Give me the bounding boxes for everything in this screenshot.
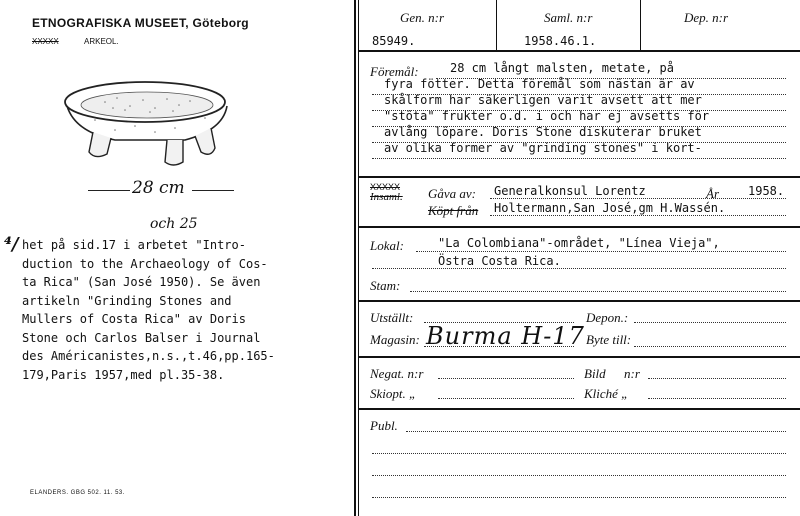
foremal-line: 28 cm långt malsten, metate, på — [450, 61, 674, 75]
foremal-dotline — [372, 126, 786, 127]
kliche-dotline — [648, 398, 786, 399]
acq-dotline — [490, 198, 786, 199]
divider-main-inner — [358, 0, 359, 516]
divider-saml-dep — [640, 0, 641, 50]
department-label: ARKEOL. — [84, 37, 119, 46]
negat-label: Negat. n:r — [370, 366, 424, 381]
skiopt-dotline — [438, 398, 574, 399]
foremal-dotline — [436, 78, 786, 79]
note-line: des Américanistes,n.s.,t.46,pp.165- — [22, 349, 275, 363]
bild-dotline — [648, 378, 786, 379]
insaml-label: Insaml. — [370, 191, 403, 203]
magasin-label: Magasin: — [370, 332, 420, 347]
publ-dotline — [406, 431, 786, 432]
measure-line-right — [192, 190, 234, 191]
magasin-value: Burma H-17 — [426, 322, 585, 350]
foremal-dotline — [372, 94, 786, 95]
museum-name: ETNOGRAFISKA MUSEET, Göteborg — [32, 16, 249, 30]
lokal-line-1: "La Colombiana"-området, "Línea Vieja", — [438, 236, 720, 250]
printer-mark: ELANDERS. GBG 502. 11. 53. — [30, 490, 125, 496]
kopt-label: Köpt från — [428, 203, 479, 218]
byte-dotline — [634, 346, 786, 347]
publ-dotline — [372, 453, 786, 454]
metate-foot-mid — [165, 140, 183, 165]
publ-label: Publ. — [370, 418, 398, 433]
acq-line-2: Holtermann,San José,gm H.Wassén. — [494, 201, 726, 215]
foremal-line: skålform har säkerligen varit avsett att mer — [384, 93, 702, 107]
note-line: duction to the Archaeology of Cos- — [22, 256, 268, 271]
metate-foot-right — [195, 128, 215, 154]
metate-bowl — [81, 92, 213, 118]
saml-label: Saml. n:r — [544, 10, 593, 25]
gen-value: 85949. — [372, 34, 416, 48]
lokal-label: Lokal: — [370, 238, 404, 253]
lokal-dotline — [372, 268, 786, 269]
foremal-rule — [358, 176, 800, 178]
note-line: artikeln "Grinding Stones and — [22, 293, 232, 308]
note-line: het på sid.17 i arbetet "Intro- — [22, 238, 246, 252]
foremal-label: Föremål: — [370, 64, 419, 79]
lokal-rule — [358, 300, 800, 302]
note-line: Stone och Carlos Balser i Journal — [22, 330, 261, 345]
measure-label: 28 cm — [132, 178, 185, 198]
acq-crossed: XXXXX — [370, 182, 401, 192]
photo-rule — [358, 408, 800, 410]
metate-sketch — [55, 70, 245, 170]
gen-label: Gen. n:r — [400, 10, 445, 25]
skiopt-label: Skiopt. „ — [370, 386, 417, 401]
bild-label: Bild — [584, 366, 606, 381]
header-rule — [358, 50, 800, 52]
storage-rule — [358, 356, 800, 358]
arrow-mark: ⁴/ — [4, 234, 19, 255]
lokal-line-2: Östra Costa Rica. — [438, 254, 561, 268]
publ-dotline — [372, 475, 786, 476]
acq-dotline — [490, 215, 786, 216]
dep-label: Dep. n:r — [684, 10, 729, 25]
note-line: 179,Paris 1957,med pl.35-38. — [22, 367, 225, 382]
lokal-dotline — [416, 251, 786, 252]
ar-label: År — [706, 186, 719, 201]
divider-main — [354, 0, 356, 516]
foremal-dotline — [372, 158, 786, 159]
saml-value: 1958.46.1. — [524, 34, 597, 48]
left-note-text — [22, 236, 275, 384]
acq-year: 1958. — [748, 184, 785, 198]
stam-label: Stam: — [370, 278, 401, 293]
gava-label: Gåva av: — [428, 186, 477, 201]
crossed-prefix: XXXXX — [32, 37, 59, 46]
metate-foot-left — [89, 132, 111, 157]
foremal-line: "stöta" frukter o.d. i och har ej avsetts för — [384, 109, 710, 123]
depon-dotline — [634, 322, 786, 323]
insert-note: och 25 — [150, 216, 198, 232]
byte-label: Byte till: — [586, 332, 632, 347]
publ-dotline — [372, 497, 786, 498]
kliche-label: Kliché „ — [584, 386, 629, 401]
note-line: ta Rica" (San José 1950). Se även — [22, 275, 261, 289]
bild-nr-label: n:r — [624, 366, 640, 381]
magasin-dotline — [424, 346, 574, 347]
foremal-line: avlång löpare. Doris Stone diskuterar bruket — [384, 125, 702, 139]
divider-gen-saml — [496, 0, 497, 50]
negat-dotline — [438, 378, 574, 379]
utstallt-label: Utställt: — [370, 310, 414, 325]
acq-line-1: Generalkonsul Lorentz — [494, 184, 646, 198]
foremal-dotline — [372, 110, 786, 111]
foremal-dotline — [372, 142, 786, 143]
acq-rule — [358, 226, 800, 228]
note-line: Mullers of Costa Rica" av Doris — [22, 312, 246, 326]
foremal-line: av olika former av "grinding stones" i kort- — [384, 141, 702, 155]
measure-line-left — [88, 190, 130, 191]
foremal-line: fyra fötter. Detta föremål som nästan är av — [384, 77, 695, 91]
depon-label: Depon.: — [586, 310, 629, 325]
stam-dotline — [410, 291, 786, 292]
